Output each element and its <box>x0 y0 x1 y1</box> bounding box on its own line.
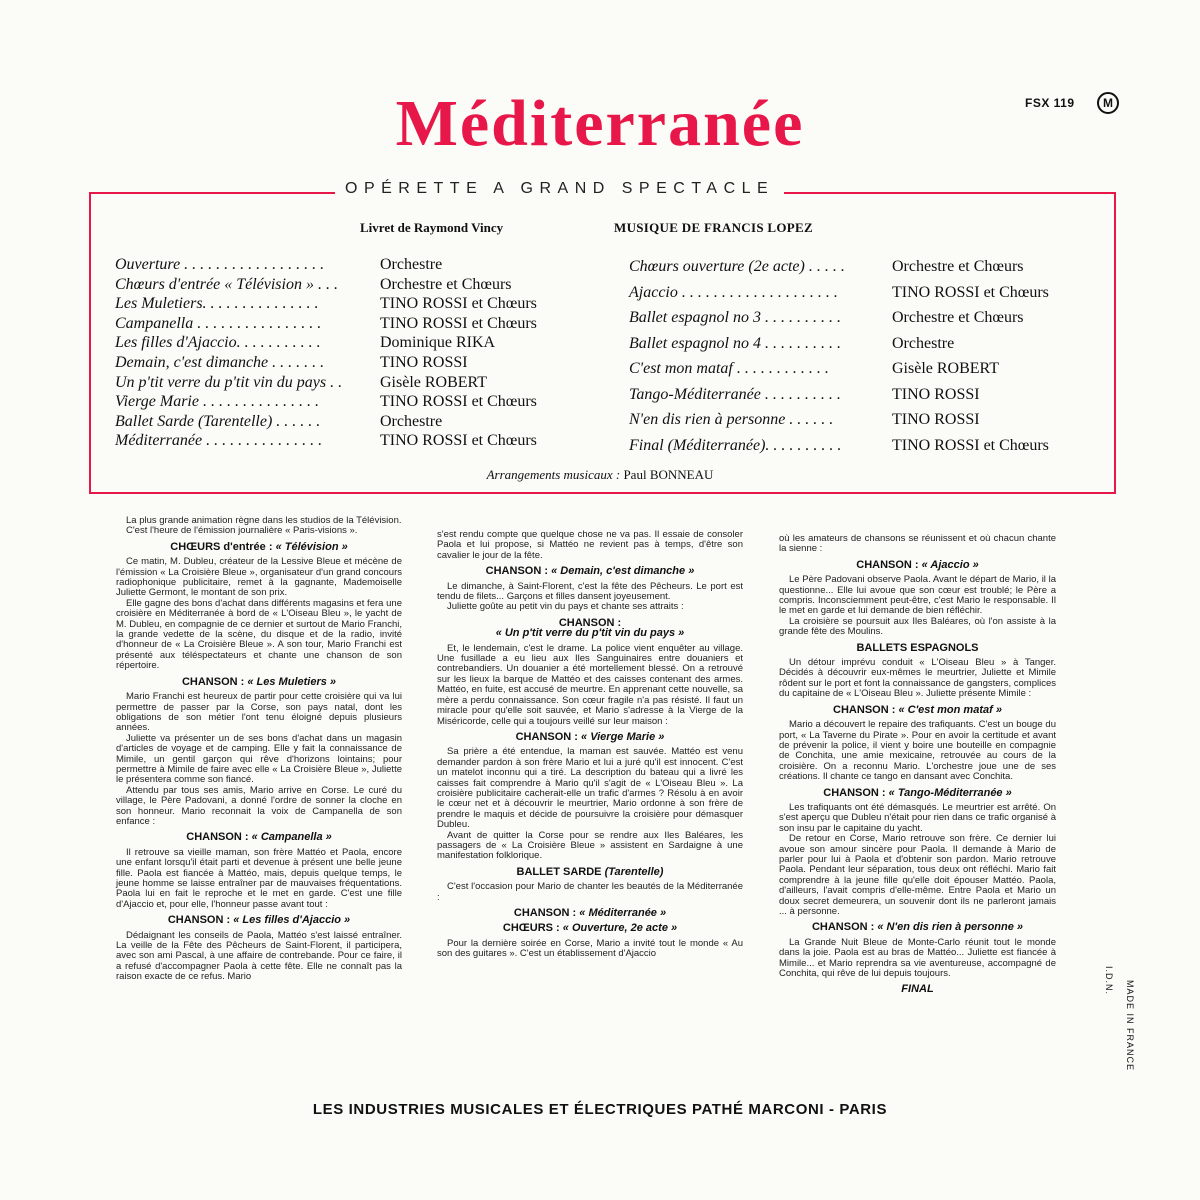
track-performer: Gisèle ROBERT <box>892 360 1000 377</box>
heading-title: « Ajaccio » <box>921 558 979 571</box>
heading-title: « Les filles d'Ajaccio » <box>233 914 351 927</box>
heading-title: FINAL <box>901 983 934 996</box>
track-performer: Orchestre et Chœurs <box>380 275 512 293</box>
track-title: Demain, c'est dimanche . . . . . . . <box>115 353 325 371</box>
heading-label: CHANSON : <box>513 907 577 919</box>
section-heading <box>116 915 402 925</box>
heading-label: CHŒURS : <box>502 922 560 935</box>
heading-title: « Télévision » <box>275 540 348 553</box>
note-paragraph: La Grande Nuit Bleue de Monte-Carlo réunit tout le monde dans la joie. Paola est au bras de Mattéo... Juliette est fiancée à Mimile... et Mario reprendra sa vie aventureuse, accompagné de Conchita, qui rêve de lui depuis toujours. <box>779 936 1056 980</box>
note-paragraph: Dédaignant les conseils de Paola, Mattéo s'est laissé entraîner. La veille de la Fête des Pêcheurs de Saint-Florent, il participera, avec son ami Pascal, à une affaire de contrebande. Pour ce faire, il a refusé d'accompagner Paola à cette fête. Elle ne connaît pas la raison exacte de ce refus. Mario <box>116 929 402 983</box>
track-performer: TINO ROSSI et Chœurs <box>380 432 537 450</box>
track-row <box>115 432 595 452</box>
track-row <box>115 295 595 315</box>
idn-mark: I.D.N. <box>1104 966 1114 996</box>
track-performer: Orchestre et Chœurs <box>892 309 1024 326</box>
heading-title: « Tango-Méditerranée » <box>888 786 1012 799</box>
heading-label: CHANSON : <box>181 675 245 688</box>
liner-notes-column-3 <box>779 534 1056 1000</box>
note-paragraph: Le Père Padovani observe Paola. Avant le départ de Mario, il la questionne... Elle lui avoue que son cœur est troublé; le Père a compris. Inconsciemment peut-être, c'est Mario le responsable. Il le met en garde et lui demande de bien réfléchir. <box>779 574 1056 617</box>
heading-title: (Tarentelle) <box>604 865 664 878</box>
publisher-footer: LES INDUSTRIES MUSICALES ET ÉLECTRIQUES PATHÉ MARCONI - PARIS <box>312 1101 888 1118</box>
section-heading <box>437 867 743 877</box>
section-heading <box>437 618 743 639</box>
section-heading <box>437 923 743 933</box>
heading-title: « Demain, c'est dimanche » <box>551 565 695 578</box>
heading-title: « Ouverture, 2e acte » <box>562 922 678 935</box>
track-row <box>629 360 1099 386</box>
heading-title: « C'est mon mataf » <box>898 703 1002 716</box>
heading-label: CHANSON : <box>485 565 549 578</box>
note-paragraph: C'est l'occasion pour Mario de chanter les beautés de la Méditerranée : <box>437 881 743 903</box>
section-heading <box>116 677 402 687</box>
heading-title: « N'en dis rien à personne » <box>877 921 1024 934</box>
note-paragraph: Attendu par tous ses amis, Mario arrive en Corse. Le curé du village, le Père Padovani, a donné l'ordre de sonner la cloche en son honneur. Mario reconnait la voix de Campanella de son enfance : <box>116 784 402 827</box>
note-paragraph: Elle gagne des bons d'achat dans différents magasins et fera une croisière en Méditerranée à bord de « L'Oiseau Bleu », le yacht de M. Dubleu, en compagnie de ce dernier et surtout de Mario Franchi, la grande vedette de la scène, du disque et de la radio, invité d'honneur de « La Croisière Bleue ». A son tour, Mario Franchi est présenté aux téléspectateurs et chante une chanson de son répertoire. <box>116 597 402 672</box>
track-title: Les Muletiers. . . . . . . . . . . . . . . <box>115 295 319 313</box>
track-row <box>629 335 1099 361</box>
track-performer: Orchestre <box>380 412 443 430</box>
heading-label: CHANSON : <box>823 786 886 799</box>
track-title: Vierge Marie . . . . . . . . . . . . . . . <box>115 393 319 411</box>
music-credit: MUSIQUE DE FRANCIS LOPEZ <box>614 220 813 235</box>
note-paragraph: Un détour imprévu conduit « L'Oiseau Bleu » à Tanger. Décidés à découvrir eux-mêmes le meurtrier, Juliette et Mimile rôdent sur le port et font la connaissance de gangsters, complices du capitaine de « L'Oiseau Bleu ». Juliette présente Mimile : <box>779 657 1056 700</box>
note-paragraph: Juliette goûte au petit vin du pays et chante ses attraits : <box>447 601 684 613</box>
track-performer: Orchestre <box>380 256 443 273</box>
arrangements-name: Paul BONNEAU <box>623 467 714 482</box>
track-row <box>115 374 595 394</box>
track-row <box>629 309 1099 335</box>
heading-label: BALLET SARDE <box>516 865 602 878</box>
note-paragraph: Les trafiquants ont été démasqués. Le meurtrier est arrêté. On s'est aperçu que Dubleu n'était pour rien dans ce trafic organisé à son insu par le capitaine du yacht. <box>779 801 1056 834</box>
section-heading <box>779 984 1056 994</box>
made-in-france-mark: MADE IN FRANCE <box>1125 980 1135 1072</box>
note-paragraph: s'est rendu compte que quelque chose ne va pas. Il essaie de consoler Paola et lui propose, si Mattéo ne revient pas à temps, d'être son cavalier le jour de la fête. <box>437 529 743 561</box>
heading-title: « Un p'tit verre du p'tit vin du pays » <box>495 627 685 640</box>
note-paragraph: Et, le lendemain, c'est le drame. La police vient enquêter au village. Une fusillade a eu lieu aux Iles Sanguinaires entre douaniers et contrebandiers. Un douanier a été mortellement blessé. On a retrouvé sur les lieux la barque de Mattéo et des caisses contenant des armes. Mattéo, en fuite, est accusé de meurtre. En apprenant cette nouvelle, sa mère a perdu connaissance. Son cœur fragile n'a pas résisté. Il faut un miracle pour qu'elle soit sauvée, et Mario s'adresse à la Vierge de la Miséricorde, celle qui a toujours veillé sur leur maison : <box>437 642 743 727</box>
note-paragraph: De retour en Corse, Mario retrouve son frère. Ce dernier lui avoue son amour sincère pour Paola. Il demande à Mario de parler pour lui à Paola et d'obtenir son pardon. Mario retrouve Paola. Pendant leur séparation, tous deux ont réfléchi. Mario fait comprendre à la jeune fille qu'elle doit épouser Mattéo. Paola, d'ailleurs, l'avait compris d'elle-même. Entre Paola et Mario un doux secret demeurera, un souvenir dont ils ne parleront jamais ... à personne. <box>779 833 1056 917</box>
track-title: Campanella . . . . . . . . . . . . . . . . <box>115 314 322 332</box>
section-heading <box>437 908 743 918</box>
liner-notes-column-1 <box>116 511 402 983</box>
track-performer: Orchestre <box>892 334 955 352</box>
tracklist-side-a <box>115 256 595 452</box>
heading-label: CHANSON : <box>167 914 231 927</box>
note-paragraph: Le dimanche, à Saint-Florent, c'est la fête des Pêcheurs. Le port est tendu de filets... Garçons et filles dansent joyeusement. <box>437 580 743 603</box>
liner-notes-column-2 <box>437 530 743 960</box>
album-title: Méditerranée <box>395 87 805 160</box>
note-paragraph: Sa prière a été entendue, la maman est sauvée. Mattéo est venu demander pardon à son frère Mario et lui a juré qu'il est innocent. C'est un matelot inconnu qui a tiré. La description du bateau qui a livré les caisses fait comprendre à Mario qu'il s'agit de « L'Oiseau Bleu ». La croisière publicitaire cacherait-elle un trafic d'armes ? Résolu à en avoir le cœur net et à découvrir le meurtrier, Mario ordonne à son frère de prendre le maquis et décide de poursuivre la croisière pour démasquer Dubleu. <box>437 746 743 831</box>
note-paragraph: La plus grande animation règne dans les studios de la Télévision. <box>126 515 402 526</box>
section-heading <box>437 566 743 576</box>
heading-title: « Campanella » <box>251 831 332 844</box>
note-paragraph: Avant de quitter la Corse pour se rendre aux Iles Baléares, les passagers de « La Croisière Bleue » assistent en Sardaigne à une manifestation folklorique. <box>437 829 743 862</box>
note-paragraph: Pour la dernière soirée en Corse, Mario a invité tout le monde « Au son des guitares ». C'est un établissement d'Ajaccio <box>437 937 743 960</box>
note-paragraph: où les amateurs de chansons se réunissent et où chacun chante la sienne : <box>779 533 1056 555</box>
track-performer: TINO ROSSI <box>380 353 468 371</box>
track-row <box>115 315 595 335</box>
heading-label: CHANSON : <box>186 831 249 844</box>
track-title: Chœurs ouverture (2e acte) . . . . . <box>629 258 845 275</box>
mono-badge-icon: M <box>1097 92 1119 114</box>
section-heading <box>437 732 743 742</box>
track-row <box>629 411 1099 437</box>
heading-label: CHANSON : <box>856 558 919 571</box>
heading-label: CHANSON : <box>558 616 622 629</box>
track-performer: TINO ROSSI <box>892 411 980 428</box>
track-title: Un p'tit verre du p'tit vin du pays . . <box>115 373 343 391</box>
heading-title: « Méditerranée » <box>579 907 667 919</box>
track-performer: TINO ROSSI et Chœurs <box>380 393 537 411</box>
track-performer: Orchestre et Chœurs <box>892 258 1024 275</box>
track-title: N'en dis rien à personne . . . . . . <box>629 411 834 428</box>
track-row <box>629 386 1099 412</box>
heading-label: BALLETS ESPAGNOLS <box>856 641 979 654</box>
section-heading <box>116 542 402 552</box>
section-heading <box>779 643 1056 653</box>
note-paragraph: La croisière se poursuit aux Iles Baléares, où l'on assiste à la grande fête des Moulins. <box>779 615 1056 638</box>
heading-label: CHANSON : <box>811 921 875 934</box>
album-subtitle: OPÉRETTE A GRAND SPECTACLE <box>335 180 784 198</box>
track-performer: TINO ROSSI et Chœurs <box>892 283 1049 301</box>
track-performer: TINO ROSSI <box>892 385 980 403</box>
track-row <box>115 334 595 354</box>
track-performer: Gisèle ROBERT <box>380 373 488 391</box>
section-heading <box>779 788 1056 798</box>
note-paragraph: Mario Franchi est heureux de partir pour cette croisière qui va lui permettre de passer par la Corse, son pays natal, dont les obligations de son métier l'ont tenu éloigné depuis plusieurs années. <box>116 691 402 734</box>
track-title: C'est mon mataf . . . . . . . . . . . . <box>629 360 829 377</box>
heading-title: « Les Muletiers » <box>247 675 337 688</box>
section-heading <box>779 560 1056 570</box>
track-title: Tango-Méditerranée . . . . . . . . . . <box>629 385 841 403</box>
note-paragraph: Il retrouve sa vieille maman, son frère Mattéo et Paola, encore une enfant lorsqu'il était parti et devenue à présent une belle jeune fille. Paola est fiancée à Mattéo, mais, depuis quelque temps, le jeune homme se laisse entraîner par de mauvaises fréquentations. Paola lui en fait le reproche et le met en garde. C'est une fille d'Ajaccio et, pour elle, l'honneur passe avant tout : <box>116 846 402 910</box>
heading-label: CHANSON : <box>515 730 578 743</box>
track-title: Final (Méditerranée). . . . . . . . . . <box>629 436 842 454</box>
track-title: Ajaccio . . . . . . . . . . . . . . . . . . . . <box>629 283 838 301</box>
track-title: Chœurs d'entrée « Télévision » . . . <box>115 275 338 293</box>
note-paragraph: C'est l'heure de l'émission journalière « Paris-visions ». <box>126 525 358 537</box>
track-performer: Dominique RIKA <box>380 334 496 352</box>
libretto-credit: Livret de Raymond Vincy <box>360 220 504 235</box>
track-row <box>115 354 595 374</box>
track-performer: TINO ROSSI et Chœurs <box>892 436 1049 454</box>
catalog-number: FSX 119 <box>1025 96 1075 110</box>
track-row <box>629 284 1099 310</box>
tracklist-side-b <box>629 258 1099 462</box>
track-row <box>115 393 595 413</box>
heading-label: CHANSON : <box>833 703 896 716</box>
track-title: Ballet Sarde (Tarentelle) . . . . . . <box>115 412 321 430</box>
track-title: Ballet espagnol no 4 . . . . . . . . . . <box>629 334 841 352</box>
track-row <box>115 276 595 296</box>
section-heading <box>779 922 1056 932</box>
section-heading <box>779 705 1056 715</box>
track-title: Ouverture . . . . . . . . . . . . . . . . . . <box>115 256 325 273</box>
section-heading <box>116 832 402 842</box>
track-row <box>629 437 1099 463</box>
track-title: Les filles d'Ajaccio. . . . . . . . . . . <box>115 334 321 352</box>
note-paragraph: Juliette va présenter un de ses bons d'achat dans un magasin d'articles de voyage et de camping. Elle y fait la connaissance de Mimile, un gentil garçon qui rêve d'horizons lointains; pour permettre à Mimile de faire avec elle « La Croisière Bleue », Juliette le présentera comme son fiancé. <box>116 732 402 786</box>
heading-title: « Vierge Marie » <box>581 730 665 743</box>
track-title: Méditerranée . . . . . . . . . . . . . . . <box>115 432 323 450</box>
track-title: Ballet espagnol no 3 . . . . . . . . . . <box>629 309 841 326</box>
note-paragraph: Mario a découvert le repaire des trafiquants. C'est un bouge du port, « La Taverne du Pirate ». Pour en avoir la certitude et avant de prévenir la police, il vient y boire une bouteille en compagnie de Conchita, une amie mexicaine, retrouvée au cours de la croisière. On a reconnu Mario. L'orchestre joue une de ses créations. Il chante ce tango en dansant avec Conchita. <box>779 719 1056 783</box>
track-performer: TINO ROSSI et Chœurs <box>380 314 537 332</box>
arrangements-label: Arrangements musicaux : <box>486 467 621 482</box>
track-row <box>115 256 595 276</box>
track-row <box>629 258 1099 284</box>
note-paragraph: Ce matin, M. Dubleu, créateur de la Lessive Bleue et mécène de l'émission « La Croisière Bleue », organisateur d'un grand concours radiophonique publicitaire, remet à la gagnante, Mademoiselle Juliette Germont, le montant de son prix. <box>116 556 402 599</box>
track-row <box>115 413 595 433</box>
track-performer: TINO ROSSI et Chœurs <box>380 295 537 313</box>
arrangements-credit <box>0 467 1200 483</box>
heading-label: CHŒURS d'entrée : <box>170 540 273 553</box>
